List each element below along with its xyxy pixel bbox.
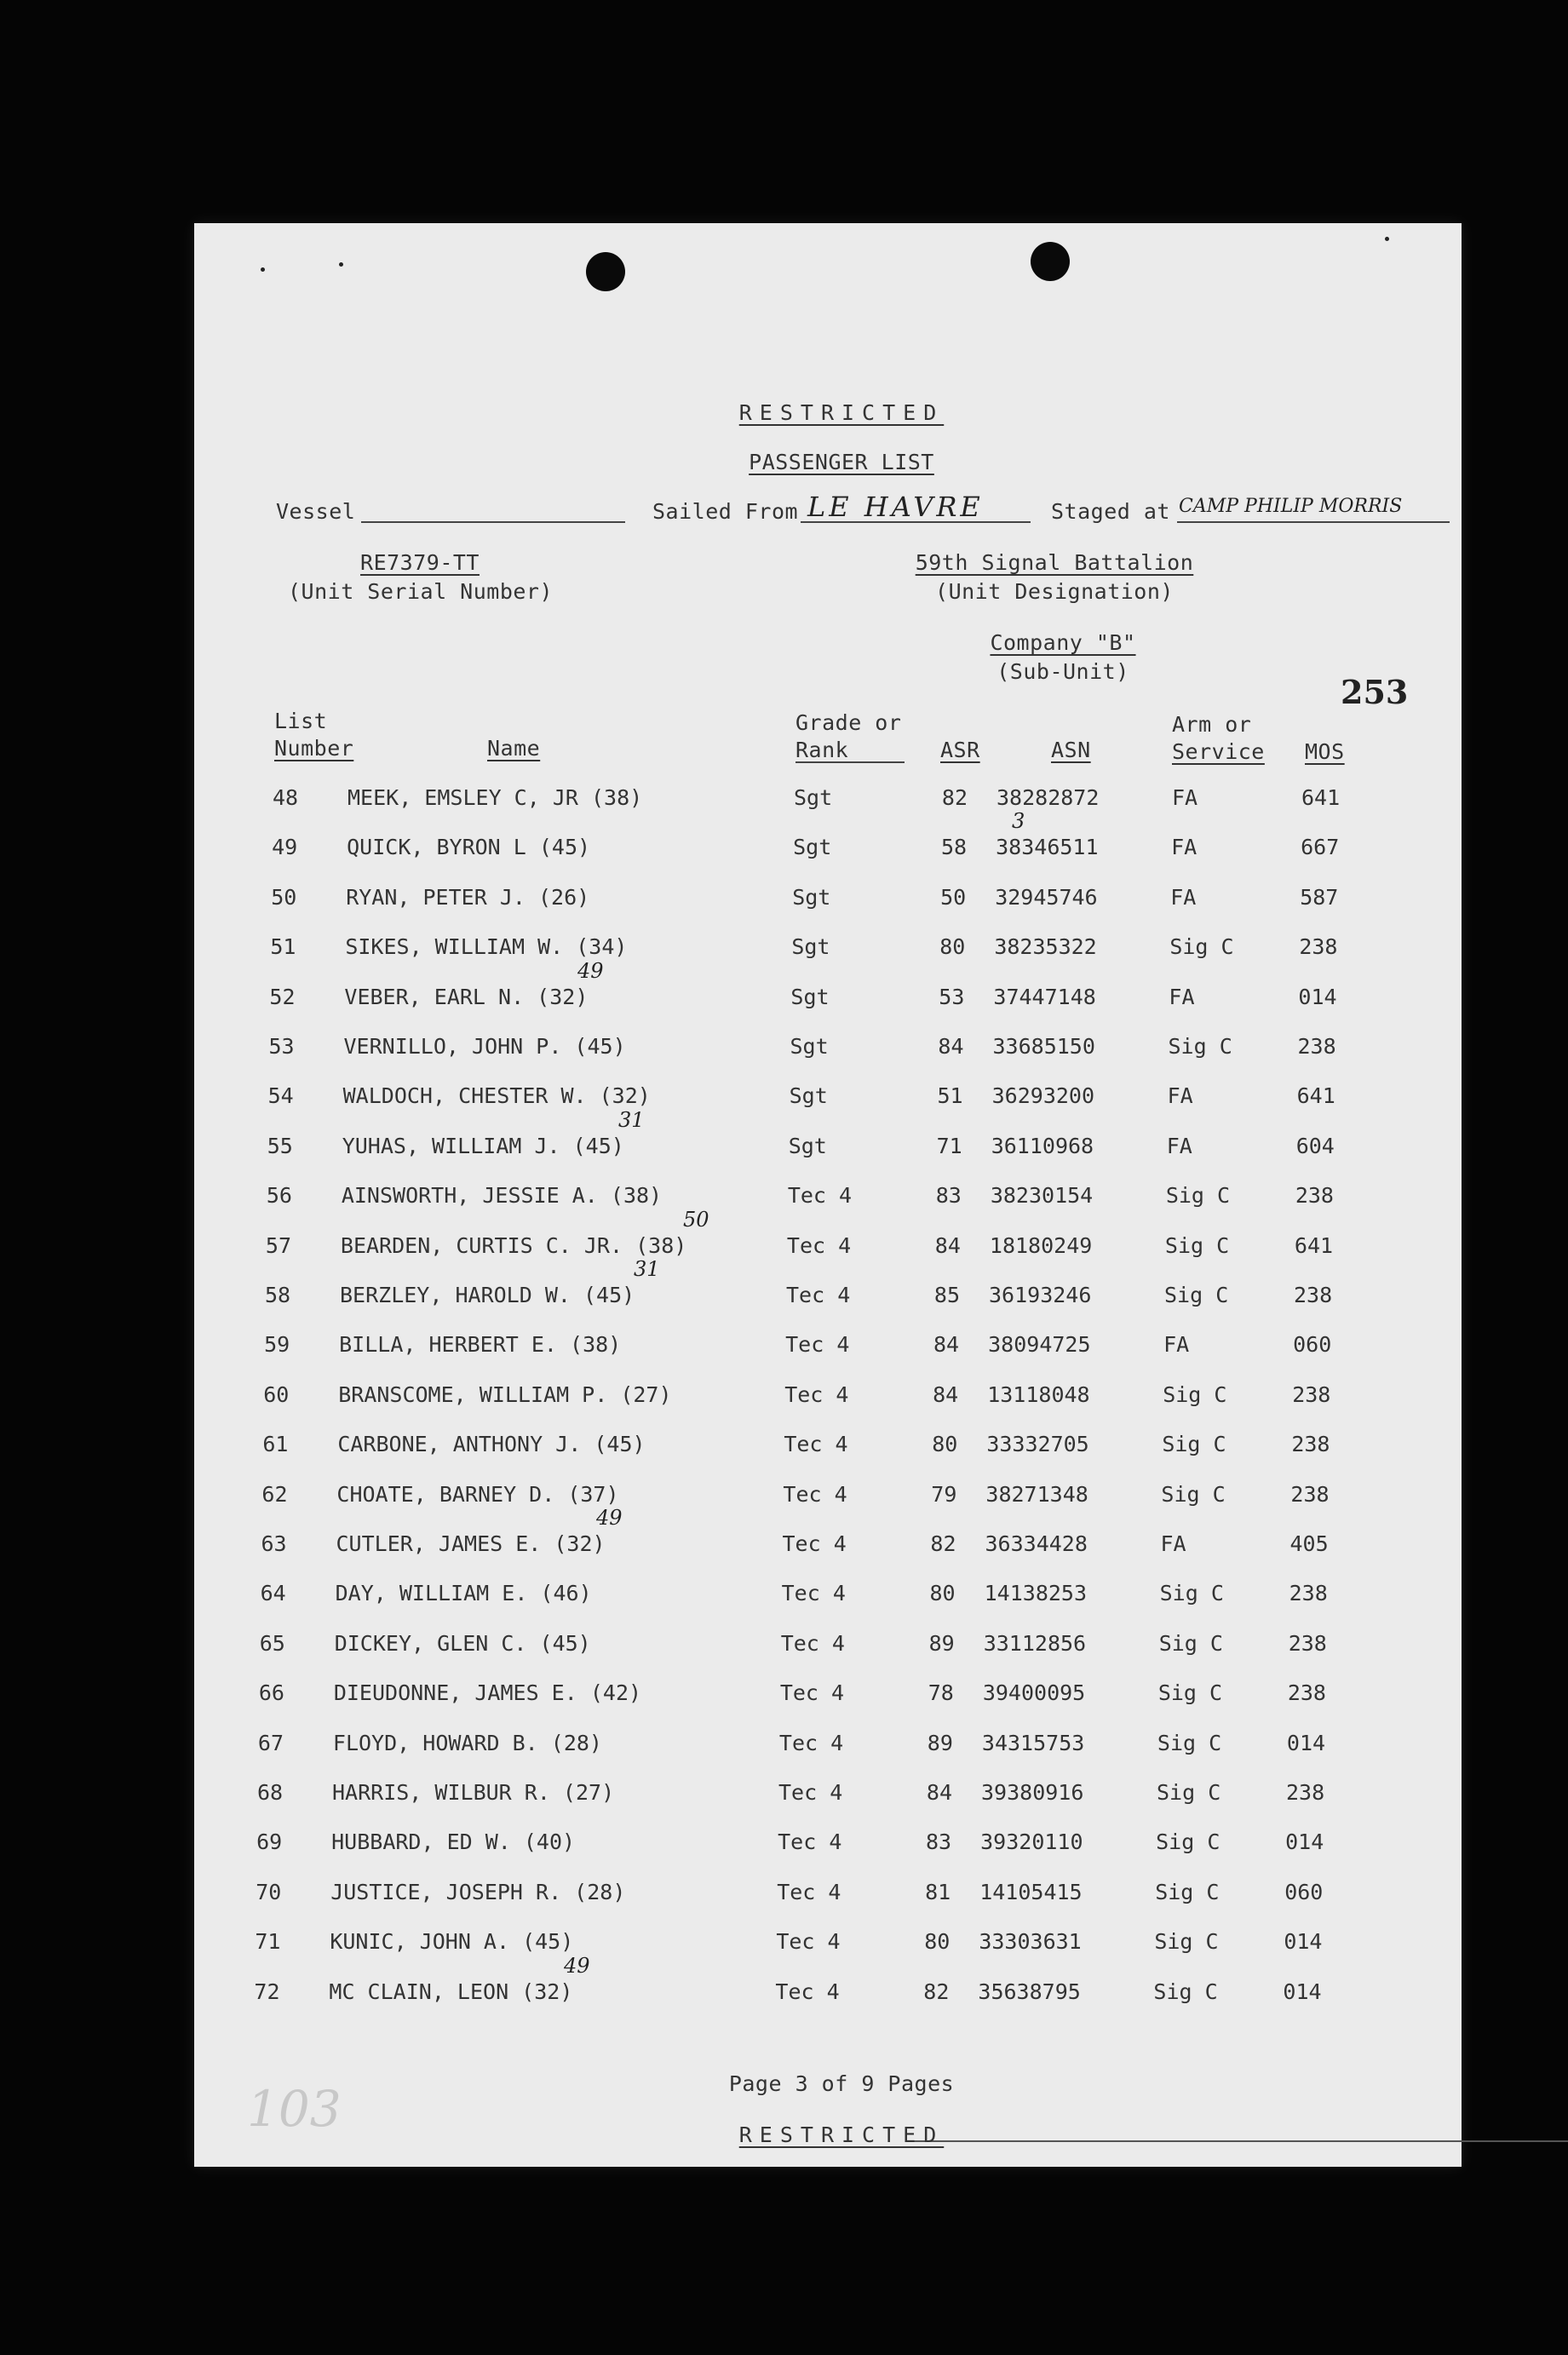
row-asr: 83 [935,1183,962,1208]
unit-serial-number: RE7379-TT [360,550,480,575]
row-grade: Tec 4 [778,1780,843,1805]
row-asr: 80 [924,1929,951,1954]
row-name: HARRIS, WILBUR R. (27) [332,1780,615,1805]
row-grade: Sgt [791,934,830,959]
handwritten-correction: 49 [577,959,604,983]
table-row [184,1432,1451,1474]
row-asr: 53 [939,985,965,1009]
col-list-number-line1: List [274,709,328,733]
row-list-number: 60 [263,1382,290,1407]
row-grade: Tec 4 [781,1581,846,1605]
row-asr: 80 [939,934,966,959]
table-row [186,1332,1453,1375]
row-grade: Tec 4 [775,1979,840,2004]
table-row [193,835,1461,877]
row-grade: Tec 4 [776,1929,841,1954]
row-asr: 84 [934,1233,961,1258]
row-name: DICKEY, GLEN C. (45) [334,1631,591,1656]
table-row [192,885,1460,928]
row-mos: 405 [1289,1531,1329,1556]
row-grade: Sgt [789,1083,828,1108]
row-list-number: 53 [268,1034,295,1059]
row-grade: Sgt [788,1134,827,1158]
row-asn: 38230154 [990,1183,1094,1208]
row-grade: Sgt [794,785,833,810]
unit-designation-label: (Unit Designation) [935,579,1174,604]
row-arm-service: FA [1163,1332,1190,1357]
page-stamp-number: 253 [1341,673,1409,711]
row-asr: 81 [925,1880,951,1904]
row-name: BEARDEN, CURTIS C. JR. (38) [340,1233,687,1258]
row-mos: 238 [1287,1680,1326,1705]
row-name: AINSWORTH, JESSIE A. (38) [341,1183,663,1208]
speck [1385,237,1389,241]
restricted-header: RESTRICTED [738,400,945,425]
row-asn: 38094725 [988,1332,1091,1357]
sailed-from-label: Sailed From [652,499,799,524]
row-name: BRANSCOME, WILLIAM P. (27) [338,1382,672,1407]
row-asr: 83 [926,1829,952,1854]
row-asr: 51 [937,1083,963,1108]
table-row [191,1034,1458,1077]
table-row [175,1979,1443,2022]
row-grade: Tec 4 [778,1829,842,1854]
document-page [194,223,1462,2167]
row-mos: 587 [1300,885,1339,910]
row-name: VEBER, EARL N. (32) [344,985,589,1009]
row-asr: 80 [932,1432,958,1456]
row-arm-service: FA [1170,885,1197,910]
row-asn: 13118048 [987,1382,1090,1407]
row-list-number: 69 [256,1829,283,1854]
row-grade: Sgt [790,1034,829,1059]
row-mos: 238 [1299,934,1338,959]
row-grade: Sgt [790,985,830,1009]
row-list-number: 54 [267,1083,294,1108]
row-asn: 35638795 [978,1979,1081,2004]
row-asn: 39380916 [981,1780,1084,1805]
punch-hole [1031,242,1070,281]
row-asn: 14105415 [979,1880,1083,1904]
row-name: HUBBARD, ED W. (40) [331,1829,576,1854]
row-arm-service: FA [1160,1531,1186,1556]
row-list-number: 71 [255,1929,281,1954]
row-name: JUSTICE, JOSEPH R. (28) [330,1880,626,1904]
row-arm-service: Sig C [1157,1680,1223,1705]
row-mos: 604 [1295,1134,1335,1158]
row-asr: 89 [928,1631,955,1656]
row-asr: 71 [936,1134,962,1158]
row-name: KUNIC, JOHN A. (45) [330,1929,574,1954]
row-asn: 38235322 [994,934,1097,959]
row-mos: 014 [1283,1979,1322,2004]
unit-serial-label: (Unit Serial Number) [288,579,554,604]
row-arm-service: Sig C [1155,1880,1220,1904]
row-asn: 36293200 [991,1083,1095,1108]
row-mos: 060 [1284,1880,1324,1904]
col-asn: ASN [1051,738,1091,762]
row-asn: 36110968 [991,1134,1094,1158]
row-asr: 78 [928,1680,954,1705]
table-row [181,1680,1448,1723]
row-grade: Tec 4 [786,1283,851,1307]
row-asn: 36334428 [985,1531,1088,1556]
row-list-number: 65 [259,1631,285,1656]
col-arm-line2: Service [1172,739,1265,764]
row-asn: 34315753 [981,1731,1085,1755]
staged-at-value: CAMP PHILIP MORRIS [1179,496,1403,517]
row-name: SIKES, WILLIAM W. (34) [345,934,628,959]
row-asn: 33332705 [986,1432,1089,1456]
row-arm-service: Sig C [1163,1382,1227,1407]
row-arm-service: Sig C [1161,1482,1226,1507]
row-name: BERZLEY, HAROLD W. (45) [340,1283,635,1307]
row-mos: 238 [1289,1581,1328,1605]
row-arm-service: Sig C [1165,1183,1231,1208]
row-asr: 80 [929,1581,956,1605]
row-asn: 32945746 [995,885,1098,910]
row-list-number: 50 [271,885,297,910]
row-asr: 84 [933,1382,959,1407]
col-mos: MOS [1305,739,1345,764]
row-asr: 84 [926,1780,952,1805]
sub-unit-label: (Sub-Unit) [997,659,1129,684]
row-grade: Tec 4 [784,1382,849,1407]
handwritten-correction: 49 [564,1954,590,1978]
row-arm-service: FA [1171,835,1198,859]
row-name: FLOYD, HOWARD B. (28) [332,1731,602,1755]
table-row [179,1780,1446,1823]
table-row [176,1929,1444,1972]
table-row [177,1880,1445,1922]
table-row [194,785,1462,828]
row-name: WALDOCH, CHESTER W. (32) [342,1083,651,1108]
row-asr: 58 [941,835,968,859]
col-asr: ASR [940,738,980,762]
col-grade-line2: Rank [795,738,849,762]
row-name: BILLA, HERBERT E. (38) [339,1332,622,1357]
row-asn: 33112856 [983,1631,1087,1656]
row-asr: 82 [923,1979,950,2004]
row-mos: 014 [1298,985,1337,1009]
passenger-list-title: PASSENGER LIST [749,450,934,474]
row-list-number: 58 [265,1283,291,1307]
handwritten-correction: 49 [596,1506,623,1530]
sailed-from-value: LE HAVRE [807,491,984,523]
row-mos: 014 [1285,1829,1324,1854]
row-list-number: 63 [261,1531,287,1556]
row-list-number: 51 [270,934,296,959]
row-arm-service: Sig C [1164,1233,1230,1258]
table-row [187,1233,1455,1276]
row-name: QUICK, BYRON L (45) [347,835,591,859]
row-mos: 641 [1296,1083,1335,1108]
row-asr: 84 [933,1332,960,1357]
vessel-label: Vessel [276,499,356,524]
page-number: Page 3 of 9 Pages [728,2071,955,2096]
table-row [185,1382,1452,1425]
row-mos: 238 [1286,1780,1325,1805]
row-arm-service: FA [1167,1083,1193,1108]
handwritten-correction: 31 [618,1108,645,1132]
table-row [183,1531,1450,1574]
row-name: RYAN, PETER J. (26) [346,885,590,910]
row-mos: 238 [1291,1432,1330,1456]
restricted-footer: RESTRICTED [738,2122,945,2147]
row-asn: 39400095 [982,1680,1086,1705]
row-list-number: 52 [269,985,296,1009]
row-name: DAY, WILLIAM E. (46) [335,1581,592,1605]
table-row [190,1083,1457,1126]
handwritten-correction: 50 [683,1208,709,1232]
row-grade: Sgt [793,835,832,859]
row-asn: 38346511 [996,835,1099,859]
row-asr: 79 [931,1482,957,1507]
row-grade: Tec 4 [777,1880,841,1904]
row-arm-service: Sig C [1169,934,1234,959]
row-grade: Tec 4 [784,1432,848,1456]
row-grade: Tec 4 [787,1183,853,1208]
table-row [192,934,1459,977]
row-name: CUTLER, JAMES E. (32) [336,1531,606,1556]
row-name: DIEUDONNE, JAMES E. (42) [333,1680,642,1705]
row-asn: 14138253 [984,1581,1088,1605]
handwritten-correction: 31 [634,1257,660,1281]
row-arm-service: Sig C [1159,1581,1224,1605]
row-arm-service: Sig C [1157,1731,1222,1755]
punch-hole [586,252,625,291]
row-list-number: 70 [256,1880,282,1904]
row-list-number: 61 [262,1432,289,1456]
sub-unit: Company "B" [990,630,1136,655]
row-arm-service: Sig C [1154,1929,1219,1954]
table-row [180,1731,1447,1773]
speck [261,267,265,272]
table-row [189,1134,1456,1176]
row-arm-service: Sig C [1153,1979,1218,2004]
row-grade: Tec 4 [783,1482,847,1507]
row-asn: 38271348 [985,1482,1088,1507]
row-asr: 84 [938,1034,964,1059]
row-mos: 238 [1290,1482,1330,1507]
col-name: Name [487,736,541,761]
row-list-number: 72 [254,1979,280,2004]
col-grade-line1: Grade or [795,710,902,735]
grade-underline [795,761,905,763]
row-asn: 33685150 [992,1034,1095,1059]
staged-at-blank [1177,521,1450,523]
row-asr: 82 [941,785,968,810]
row-arm-service: FA [1169,985,1195,1009]
row-arm-service: Sig C [1168,1034,1232,1059]
row-name: CHOATE, BARNEY D. (37) [336,1482,619,1507]
row-asn: 36193246 [989,1283,1092,1307]
row-name: YUHAS, WILLIAM J. (45) [342,1134,624,1158]
row-arm-service: Sig C [1157,1780,1221,1805]
row-mos: 641 [1301,785,1341,810]
row-list-number: 68 [257,1780,284,1805]
row-grade: Tec 4 [786,1233,852,1258]
row-asn: 33303631 [979,1929,1082,1954]
row-grade: Tec 4 [782,1531,847,1556]
table-row [191,985,1458,1027]
row-mos: 238 [1292,1382,1331,1407]
table-row [182,1581,1450,1623]
row-asn: 38282872 [997,785,1100,810]
row-arm-service: Sig C [1162,1432,1226,1456]
row-mos: 667 [1301,835,1340,859]
handwritten-correction: 3 [1012,809,1025,833]
row-mos: 238 [1294,1283,1333,1307]
row-grade: Sgt [792,885,831,910]
row-list-number: 48 [273,785,299,810]
row-asn: 18180249 [989,1233,1093,1258]
row-list-number: 59 [264,1332,290,1357]
vessel-blank [361,521,625,523]
row-asr: 50 [940,885,967,910]
row-list-number: 66 [258,1680,284,1705]
row-list-number: 49 [272,835,298,859]
row-list-number: 67 [257,1731,284,1755]
row-mos: 641 [1294,1233,1334,1258]
row-arm-service: FA [1172,785,1198,810]
row-asr: 85 [933,1283,960,1307]
row-mos: 060 [1293,1332,1332,1357]
row-list-number: 64 [260,1581,286,1605]
table-row [187,1283,1454,1325]
unit-designation: 59th Signal Battalion [915,550,1194,575]
row-name: CARBONE, ANTHONY J. (45) [337,1432,646,1456]
row-list-number: 56 [266,1183,292,1208]
row-asr: 89 [927,1731,953,1755]
row-asn: 37447148 [993,985,1096,1009]
row-grade: Tec 4 [778,1731,844,1755]
margin-note: 103 [247,2080,342,2138]
row-mos: 014 [1286,1731,1326,1755]
row-grade: Tec 4 [779,1680,845,1705]
row-mos: 238 [1288,1631,1327,1656]
row-mos: 238 [1297,1034,1336,1059]
table-row [188,1183,1456,1226]
row-asr: 82 [930,1531,956,1556]
table-row [183,1482,1450,1525]
row-name: VERNILLO, JOHN P. (45) [343,1034,626,1059]
row-list-number: 55 [267,1134,293,1158]
row-arm-service: Sig C [1164,1283,1229,1307]
table-row [181,1631,1449,1674]
col-list-number-line2: Number [274,736,354,761]
row-grade: Tec 4 [780,1631,845,1656]
row-arm-service: Sig C [1158,1631,1223,1656]
row-list-number: 57 [265,1233,292,1258]
table-row [178,1829,1445,1872]
staged-at-label: Staged at [1051,499,1170,524]
row-name: MC CLAIN, LEON (32) [329,1979,573,2004]
row-mos: 238 [1295,1183,1334,1208]
speck [339,262,343,267]
row-grade: Tec 4 [785,1332,850,1357]
row-mos: 014 [1284,1929,1323,1954]
col-arm-line1: Arm or [1172,712,1252,737]
row-asn: 39320110 [980,1829,1083,1854]
row-list-number: 62 [261,1482,288,1507]
row-arm-service: Sig C [1156,1829,1221,1854]
row-arm-service: FA [1166,1134,1192,1158]
row-name: MEEK, EMSLEY C, JR (38) [347,785,643,810]
